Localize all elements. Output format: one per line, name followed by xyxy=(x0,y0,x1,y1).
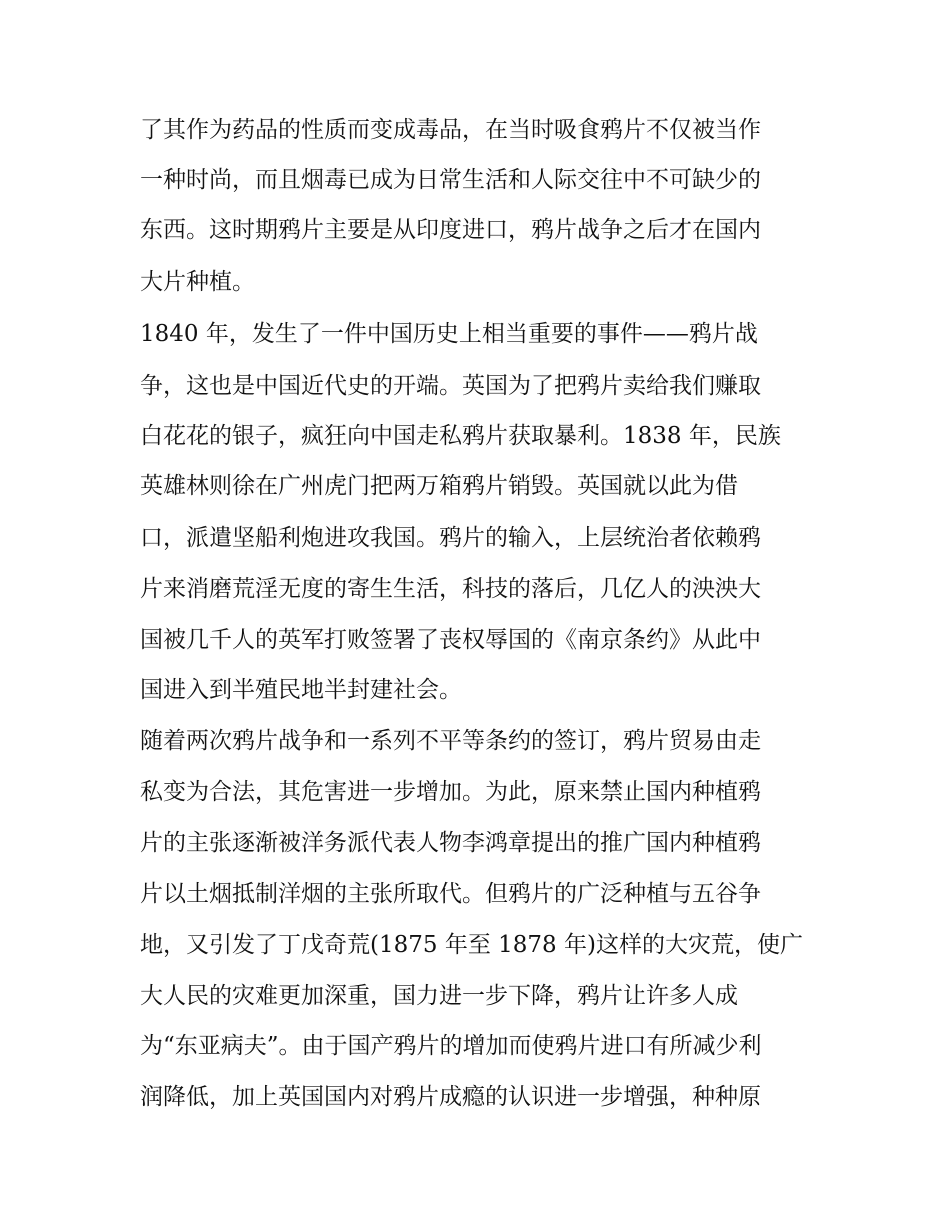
text-line: 了其作为药品的性质而变成毒品，在当时吸食鸦片不仅被当作 xyxy=(140,117,761,143)
text-line: 大人民的灾难更加深重，国力进一步下降，鸦片让许多人成 xyxy=(140,983,738,1009)
text-line: 一种时尚，而且烟毒已成为日常生活和人际交往中不可缺少的 xyxy=(140,167,761,193)
text-line: 片的主张逐渐被洋务派代表人物李鸿章提出的推广国内种植鸦 xyxy=(140,830,761,856)
text-line: 片来消磨荒淫无度的寄生生活，科技的落后，几亿人的泱泱大 xyxy=(140,576,761,602)
text-line: 为“东亚病夫”。由于国产鸦片的增加而使鸦片进口有所减少利 xyxy=(140,1033,762,1059)
text-line: 东西。这时期鸦片主要是从印度进口，鸦片战争之后才在国内 xyxy=(140,217,761,243)
text-line: 白花花的银子，疯狂向中国走私鸦片获取暴利。1838 年，民族 xyxy=(140,423,781,449)
text-line: 口，派遣坚船利炮进攻我国。鸦片的输入，上层统治者依赖鸦 xyxy=(140,525,761,551)
text-line: 片以土烟抵制洋烟的主张所取代。但鸦片的广泛种植与五谷争 xyxy=(140,881,761,907)
text-line: 大片种植。 xyxy=(140,269,255,295)
text-line: 英雄林则徐在广州虎门把两万箱鸦片销毁。英国就以此为借 xyxy=(140,473,738,499)
text-line: 随着两次鸦片战争和一系列不平等条约的签订，鸦片贸易由走 xyxy=(140,728,761,754)
text-line: 1840 年，发生了一件中国历史上相当重要的事件——鸦片战 xyxy=(140,321,758,347)
text-line: 国被几千人的英军打败签署了丧权辱国的《南京条约》从此中 xyxy=(140,627,761,653)
text-line: 地，又引发了丁戊奇荒(1875 年至 1878 年)这样的大灾荒，使广 xyxy=(140,932,803,958)
text-line: 争，这也是中国近代史的开端。英国为了把鸦片卖给我们赚取 xyxy=(140,373,761,399)
text-line: 润降低，加上英国国内对鸦片成瘾的认识进一步增强，种种原 xyxy=(140,1084,761,1110)
text-line: 国进入到半殖民地半封建社会。 xyxy=(140,677,462,703)
text-line: 私变为合法，其危害进一步增加。为此，原来禁止国内种植鸦 xyxy=(140,779,761,805)
